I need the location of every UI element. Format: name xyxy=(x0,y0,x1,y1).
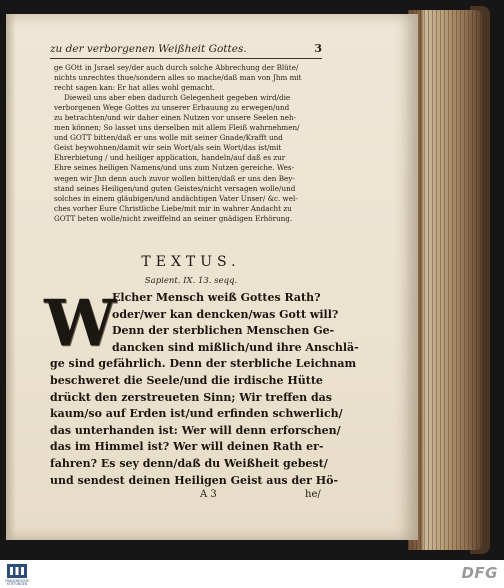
text-line: GOTT beten wolle/nicht zweiffelnd an seiner gnädigen Erhörung. xyxy=(54,213,293,223)
text-line: das unterhanden ist: Wer will denn erforschen/ xyxy=(50,423,341,437)
decorated-initial: W xyxy=(44,286,116,361)
scripture-reference: Sapient. IX. 13. seqq. xyxy=(144,276,238,286)
scripture-text xyxy=(44,286,359,489)
text-line: und sendest deinen Heiligen Geist aus der Hö- xyxy=(50,473,339,487)
text-line: ge GOtt in Jsrael sey/der auch durch solche Abbrechung der Blüte/ xyxy=(54,63,299,72)
text-line: kaum/so auf Erden ist/und erfinden schwerlich/ xyxy=(50,407,343,421)
text-line: fahren? Es sey denn/daß du Weißheit gebest/ xyxy=(50,456,328,470)
catchword: he/ xyxy=(305,489,321,500)
intro-paragraph xyxy=(54,63,328,224)
text-line: wegen wir Jhn denn auch zuvor wollen bitten/daß er uns den Bey- xyxy=(54,173,295,183)
book-page-edges xyxy=(408,10,482,550)
text-line: Denn der sterblichen Menschen Ge- xyxy=(112,324,335,338)
text-line: men können; So lasset uns derselben mit allem Fleiß wahrnehmen/ xyxy=(54,123,300,133)
dfg-logo[interactable]: DFG xyxy=(461,564,498,582)
viewer-footer-bar xyxy=(0,560,504,588)
text-line: Dieweil uns aber eben dadurch Gelegenheit gegeben wird/die xyxy=(64,93,291,103)
text-line: Geist beywohnen/damit wir sein Wort/als sein Wort/das ist/mit xyxy=(54,143,282,153)
text-line: das im Himmel ist? Wer will deinen Rath er- xyxy=(50,440,324,454)
textus-heading: TEXTUS. xyxy=(141,254,241,270)
text-line: recht sagen kan: Er hat alles wohl gemacht. xyxy=(54,83,215,93)
text-line: oder/wer kan dencken/was Gott will? xyxy=(112,307,339,321)
text-line: Ehrerbietung / und heiliger application, handeln/auf daß es zur xyxy=(54,153,286,163)
text-line: nichts unrechtes thue/sondern alles so mache/daß man von Jhm mit xyxy=(54,73,302,83)
text-line: ches vorher Eure Christliche Liebe/mit mir in wahrer Andacht zu xyxy=(54,203,292,213)
text-line: beschweret die Seele/und die irdische Hütte xyxy=(50,373,323,387)
text-line: Ehre seines heiligen Namens/und uns zum Nutzen gereiche. Wes- xyxy=(54,163,295,173)
running-header xyxy=(50,42,322,55)
page-gutter-shadow xyxy=(6,14,16,540)
institution-logo-label: FRANCKESCHE STIFTUNGEN xyxy=(5,579,29,587)
text-line: ge sind gefährlich. Denn der sterbliche Leichnam xyxy=(50,357,357,371)
signature-mark: A 3 xyxy=(200,489,217,500)
running-title: zu der verborgenen Weißheit Gottes. xyxy=(50,43,247,55)
page-number: 3 xyxy=(314,42,322,55)
text-line: und GOTT bitten/daß er uns wolle mit seiner Gnade/Krafft und xyxy=(54,133,283,143)
text-line: stand seines Heiligen/und guten Geistes/nicht versagen wolle/und xyxy=(54,183,296,193)
text-line: solches in einem gläubigen/und andächtigen Vater Unser/ &c. wel- xyxy=(54,193,298,203)
text-line: verborgenen Wege Gottes zu unserer Erbauung zu erwegen/und xyxy=(54,103,290,113)
text-line: zu betrachten/und wir daher einen Nutzen vor unsere Seelen neh- xyxy=(54,113,297,123)
header-rule xyxy=(50,58,322,59)
text-line: Elcher Mensch weiß Gottes Rath? xyxy=(112,291,321,304)
text-line: drückt den zerstreueten Sinn; Wir treffen das xyxy=(50,390,332,404)
text-line: dancken sind mißlich/und ihre Anschlä- xyxy=(112,340,359,354)
